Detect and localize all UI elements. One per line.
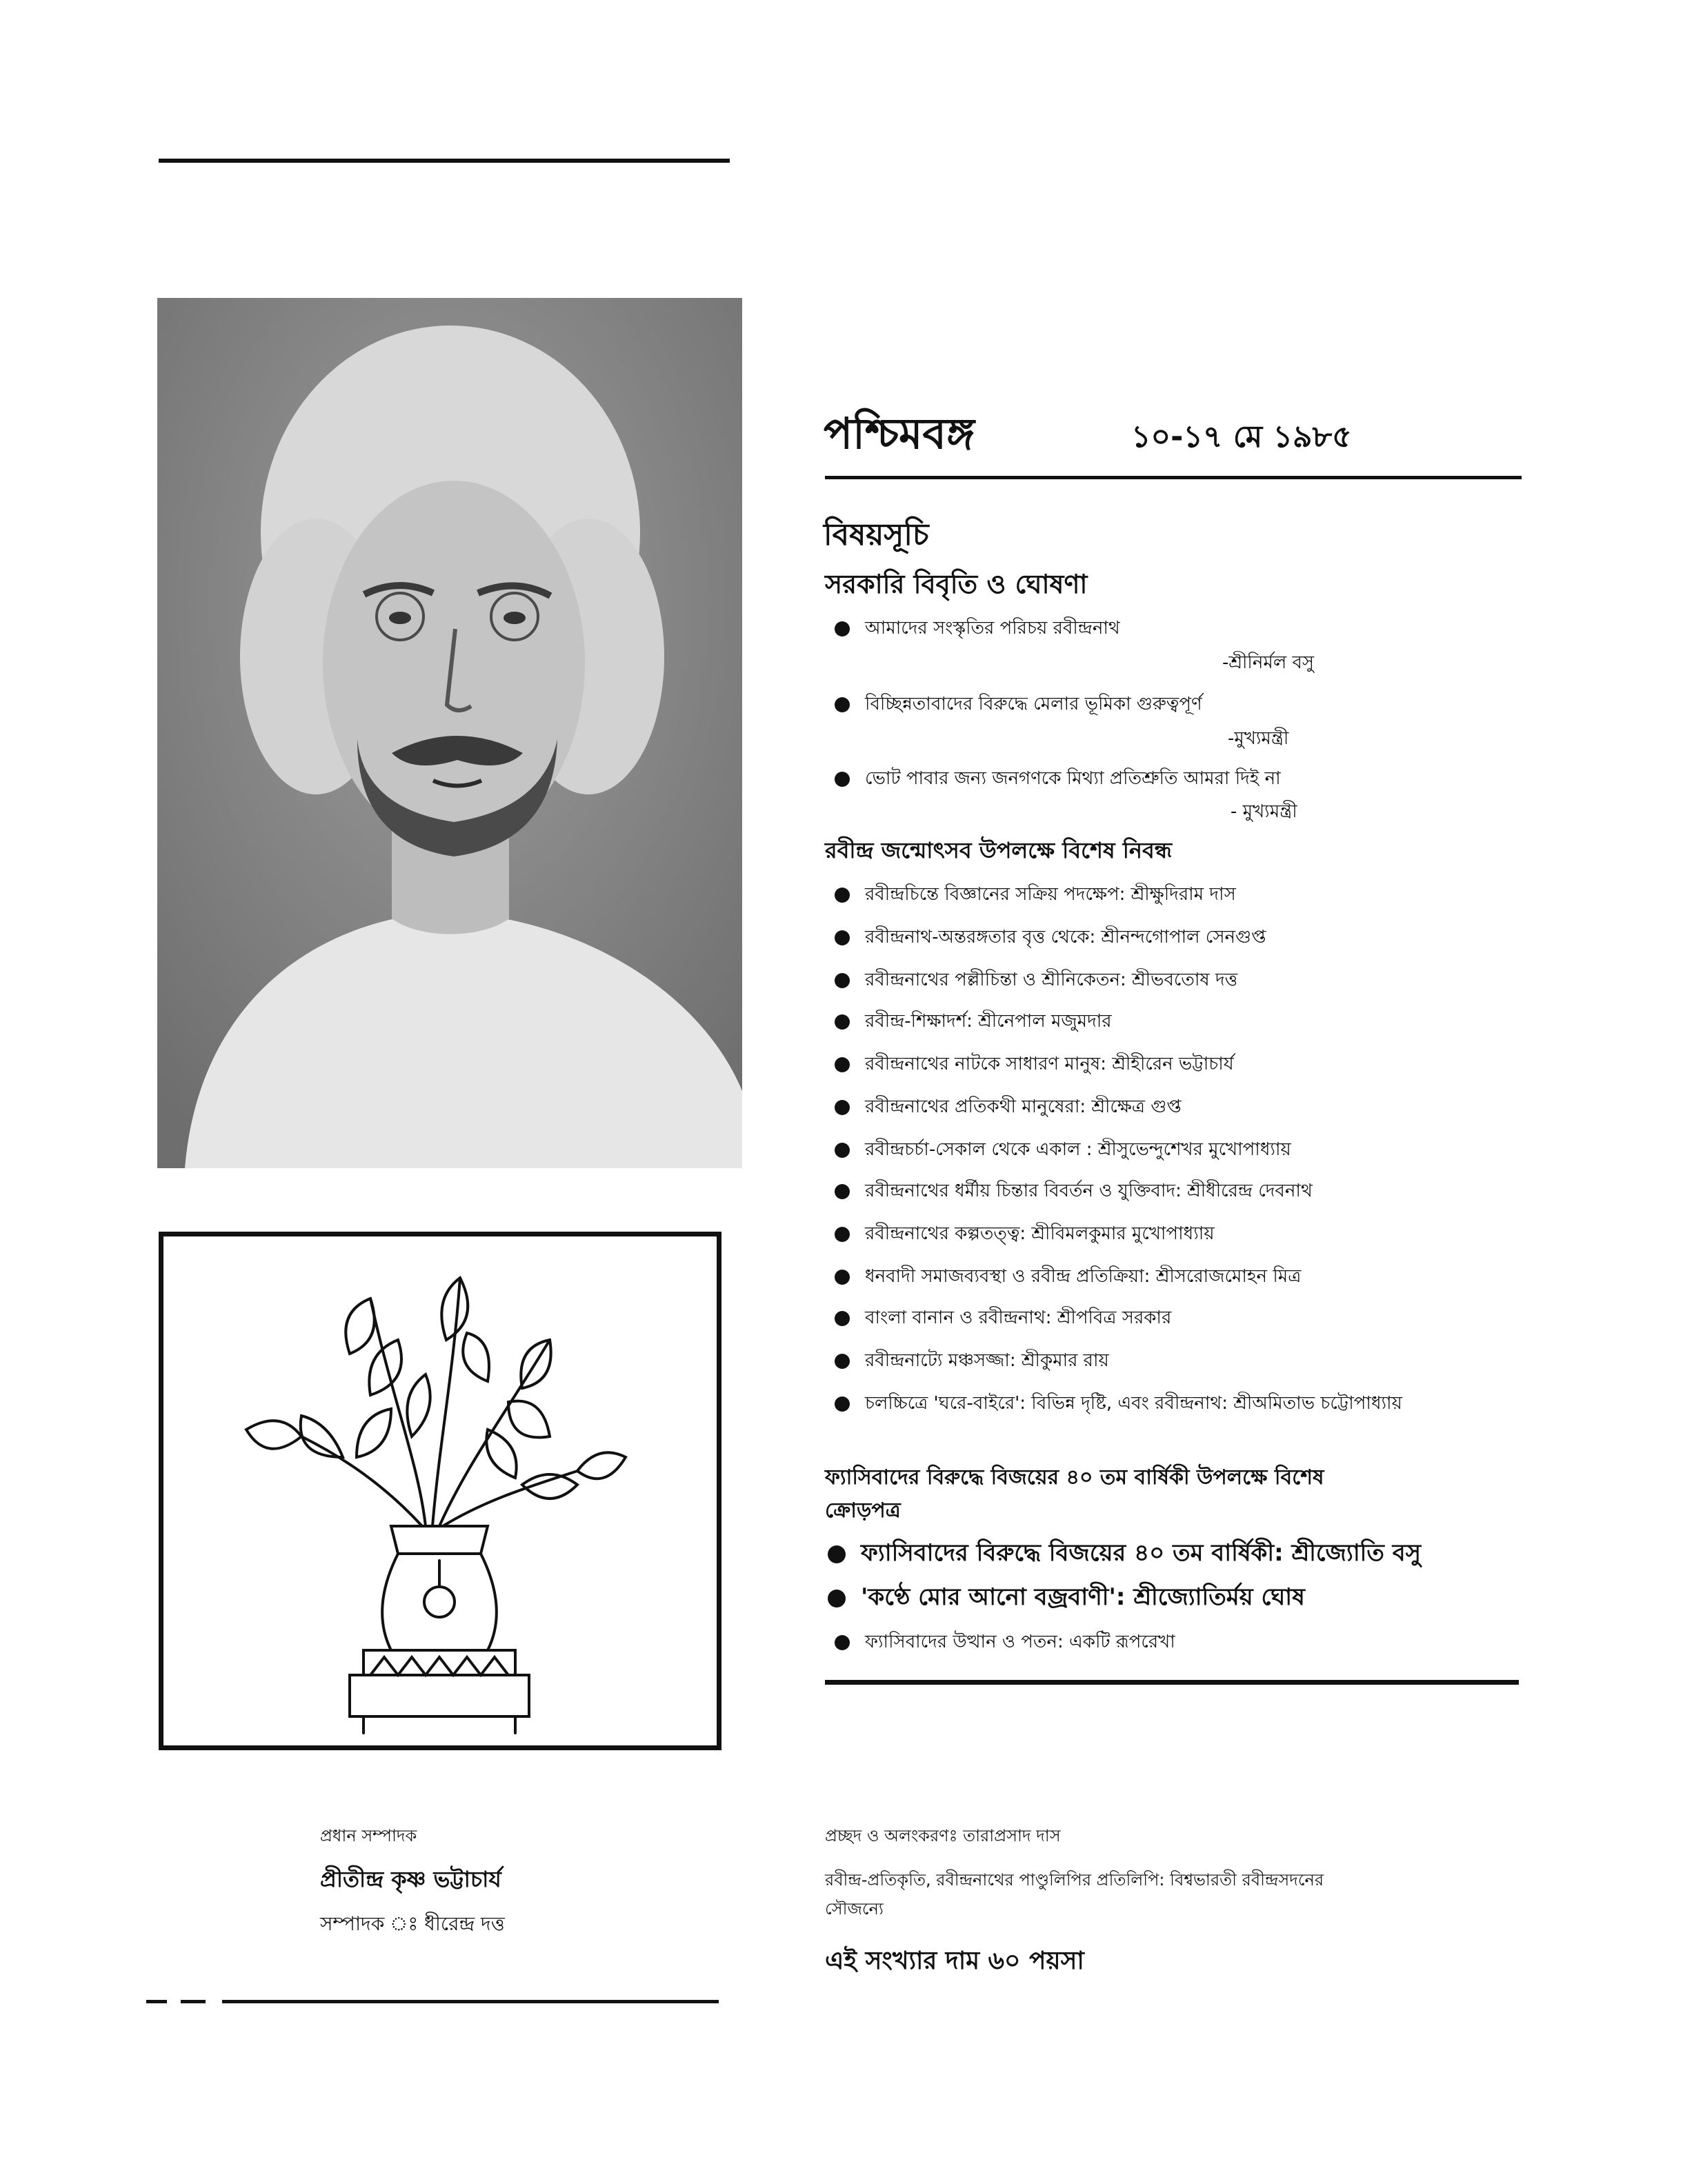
toc-item: রবীন্দ্রচর্চা-সেকাল থেকে একাল : শ্রীসুভেন্দুশেখর মুখোপাধ্যায় xyxy=(835,1135,1291,1165)
toc-item: রবীন্দ্রনাথের নাটকে সাধারণ মানুষ: শ্রীহীরেন ভট্টাচার্য xyxy=(835,1050,1234,1080)
courtesy-line: রবীন্দ্র-প্রতিকৃতি, রবীন্দ্রনাথের পাণ্ডুলিপির প্রতিলিপি: বিশ্বভারতী রবীন্দ্রসদনের xyxy=(825,1870,1324,1890)
courtesy-line-cont: সৌজন্যে xyxy=(825,1899,884,1918)
section-heading-official: সরকারি বিবৃতি ও ঘোষণা xyxy=(825,569,1088,599)
toc-item: রবীন্দ্র-শিক্ষাদর্শ: শ্রীনেপাল মজুমদার xyxy=(835,1007,1112,1037)
bullet-icon xyxy=(835,1100,850,1115)
bullet-icon xyxy=(835,1270,850,1285)
bullet-icon xyxy=(835,1014,850,1030)
bullet-icon xyxy=(835,621,850,637)
toc-item: বাংলা বানান ও রবীন্দ্রনাথ: শ্রীপবিত্র সরকার xyxy=(835,1303,1171,1334)
toc-item-attribution: - মুখ্যমন্ত্রী xyxy=(1231,801,1297,822)
toc-item: রবীন্দ্রচিন্তে বিজ্ঞানের সক্রিয় পদক্ষেপ: শ্রীক্ষুদিরাম দাস xyxy=(835,880,1236,910)
masthead-title: পশ্চিমবঙ্গ xyxy=(824,408,975,459)
toc-item: ফ্যাসিবাদের উত্থান ও পতন: একটি রূপরেখা xyxy=(835,1627,1175,1658)
cover-art-credit: প্রচ্ছদ ও অলংকরণঃ তারাপ্রসাদ দাস xyxy=(825,1826,1061,1845)
toc-item: ধনবাদী সমাজব্যবস্থা ও রবীন্দ্র প্রতিক্রিয়া: শ্রীসরোজমোহন মিত্র xyxy=(835,1262,1301,1292)
toc-item: 'কণ্ঠে মোর আনো বজ্রবাণী': শ্রীজ্যোতির্ময় ঘোষ xyxy=(828,1579,1305,1619)
toc-item: ভোট পাবার জন্য জনগণকে মিথ্যা প্রতিশ্রুতি আমরা দিই না xyxy=(835,764,1281,794)
chief-editor-name: প্রীতীন্দ্র কৃষ্ণ ভট্টাচার্য xyxy=(320,1866,501,1892)
issue-price: এই সংখ্যার দাম ৬০ পয়সা xyxy=(825,1947,1084,1975)
toc-item: রবীন্দ্রনাথের পল্লীচিন্তা ও শ্রীনিকেতন: শ্রীভবতোষ দত্ত xyxy=(835,965,1237,996)
bullet-icon xyxy=(835,930,850,945)
bullet-icon xyxy=(828,1590,846,1607)
bullet-icon xyxy=(835,888,850,903)
bullet-icon xyxy=(835,1057,850,1072)
chief-editor-label: প্রধান সম্পাদক xyxy=(320,1826,417,1845)
bullet-icon xyxy=(828,1545,846,1563)
bullet-icon xyxy=(835,1396,850,1412)
bullet-icon xyxy=(835,1311,850,1326)
masthead-rule xyxy=(825,476,1522,479)
section-heading-fascism: ফ্যাসিবাদের বিরুদ্ধে বিজয়ের ৪০ তম বার্ষিকী উপলক্ষে বিশেষ xyxy=(825,1465,1324,1490)
bullet-icon xyxy=(835,1227,850,1242)
bullet-icon xyxy=(835,1143,850,1158)
issue-date: ১০-১৭ মে ১৯৮৫ xyxy=(1131,419,1352,454)
toc-item: রবীন্দ্রনাথের প্রতিকথী মানুষেরা: শ্রীক্ষেত্র গুপ্ত xyxy=(835,1092,1182,1123)
bottom-rule-dash xyxy=(146,2000,167,2003)
bullet-icon xyxy=(835,1635,850,1650)
bullet-icon xyxy=(835,973,850,988)
editor-line: সম্পাদক ঃ ধীরেন্দ্র দত্ত xyxy=(320,1912,505,1935)
toc-item: চলচ্চিত্রে 'ঘরে-বাইরে': বিভিন্ন দৃষ্টি, এবং রবীন্দ্রনাথ: শ্রীঅমিতাভ চট্টোপাধ্যায় xyxy=(835,1389,1402,1419)
bullet-icon xyxy=(835,1354,850,1369)
toc-item: রবীন্দ্রনাট্যে মঞ্চসজ্জা: শ্রীকুমার রায় xyxy=(835,1346,1109,1376)
toc-item: আমাদের সংস্কৃতির পরিচয় রবীন্দ্রনাথ xyxy=(835,614,1120,644)
bottom-rule-dash xyxy=(181,2000,206,2003)
section-heading-fascism-cont: ক্রোড়পত্র xyxy=(825,1499,901,1523)
toc-title: বিষয়সূচি xyxy=(824,517,929,552)
top-rule xyxy=(159,159,730,163)
vase-illustration xyxy=(159,1232,721,1750)
portrait-photo xyxy=(157,298,742,1168)
toc-item-attribution: -মুখ্যমন্ত্রী xyxy=(1228,728,1289,749)
section-heading-tagore: রবীন্দ্র জন্মোৎসব উপলক্ষে বিশেষ নিবন্ধ xyxy=(825,837,1173,863)
toc-bottom-rule xyxy=(825,1680,1519,1685)
bullet-icon xyxy=(835,697,850,712)
bullet-icon xyxy=(835,1184,850,1199)
toc-item-attribution: -শ্রীনির্মল বসু xyxy=(1222,652,1315,673)
toc-item: ফ্যাসিবাদের বিরুদ্ধে বিজয়ের ৪০ তম বার্ষিকী: শ্রীজ্যোতি বসু xyxy=(828,1535,1421,1574)
toc-item: রবীন্দ্রনাথ-অন্তরঙ্গতার বৃত্ত থেকে: শ্রীনন্দগোপাল সেনগুপ্ত xyxy=(835,923,1266,953)
toc-item: রবীন্দ্রনাথের ধর্মীয় চিন্তার বিবর্তন ও যুক্তিবাদ: শ্রীধীরেন্দ্র দেবনাথ xyxy=(835,1176,1313,1207)
bottom-rule xyxy=(222,2000,719,2003)
bullet-icon xyxy=(835,772,850,787)
toc-item: রবীন্দ্রনাথের কল্পতত্ত্ব: শ্রীবিমলকুমার মুখোপাধ্যায় xyxy=(835,1219,1215,1250)
toc-item: বিচ্ছিন্নতাবাদের বিরুদ্ধে মেলার ভূমিকা গুরুত্বপূর্ণ xyxy=(835,690,1202,720)
